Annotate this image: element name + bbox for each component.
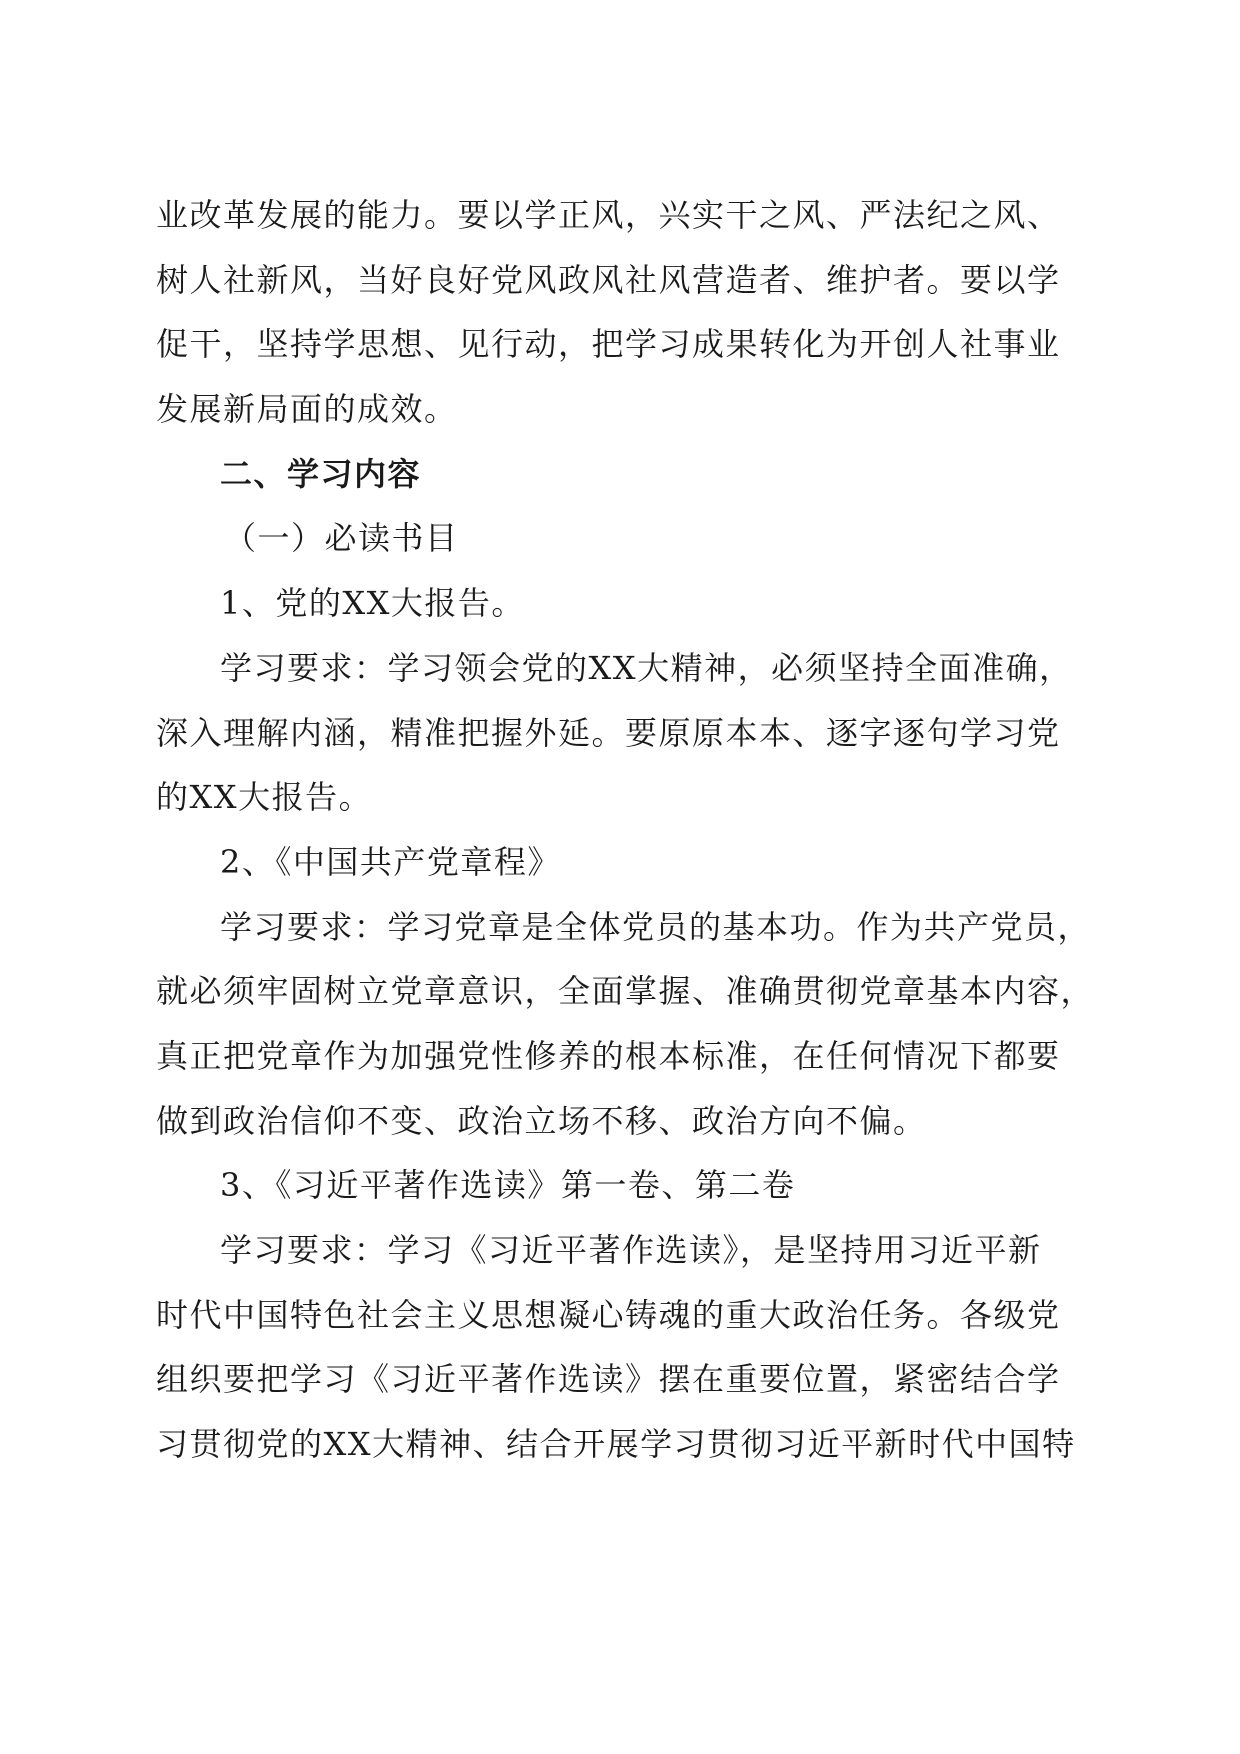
paragraph-line: 做到政治信仰不变、政治立场不移、政治方向不偏。 (156, 1101, 927, 1140)
list-item-title: 2、《中国共产党章程》 (220, 842, 561, 881)
section-heading: 二、学习内容 (220, 454, 422, 493)
paragraph-line: 组织要把学习《习近平著作选读》摆在重要位置，紧密结合学 (156, 1360, 1061, 1399)
paragraph-line: 促干，坚持学思想、见行动，把学习成果转化为开创人社事业 (156, 325, 1061, 364)
paragraph-line: 习贯彻党的XX大精神、结合开展学习贯彻习近平新时代中国特 (156, 1425, 1076, 1464)
paragraph-line: 树人社新风，当好良好党风政风社风营造者、维护者。要以学 (156, 260, 1061, 299)
document-body (156, 183, 1095, 1477)
paragraph-line: 发展新局面的成效。 (156, 390, 458, 429)
subsection-heading: （一）必读书目 (224, 519, 459, 558)
paragraph-line: 时代中国特色社会主义思想凝心铸魂的重大政治任务。各级党 (156, 1295, 1061, 1334)
paragraph-line: 学习要求：学习《习近平著作选读》，是坚持用习近平新 (220, 1231, 1042, 1269)
list-item-title: 3、《习近平著作选读》第一卷、第二卷 (220, 1166, 796, 1205)
paragraph-line: 真正把党章作为加强党性修养的根本标准，在任何情况下都要 (156, 1036, 1061, 1075)
list-item-title: 1、党的XX大报告。 (220, 584, 525, 623)
paragraph-line: 学习要求：学习领会党的XX大精神，必须坚持全面准确， (220, 648, 1073, 687)
paragraph-line: 深入理解内涵，精准把握外延。要原原本本、逐字逐句学习党 (156, 713, 1061, 752)
paragraph-line: 就必须牢固树立党章意识，全面掌握、准确贯彻党章基本内容， (156, 972, 1095, 1011)
paragraph-line: 业改革发展的能力。要以学正风，兴实干之风、严法纪之风、 (156, 196, 1061, 234)
paragraph-line: 的XX大报告。 (156, 778, 373, 817)
paragraph-line: 学习要求：学习党章是全体党员的基本功。作为共产党员， (220, 907, 1092, 946)
